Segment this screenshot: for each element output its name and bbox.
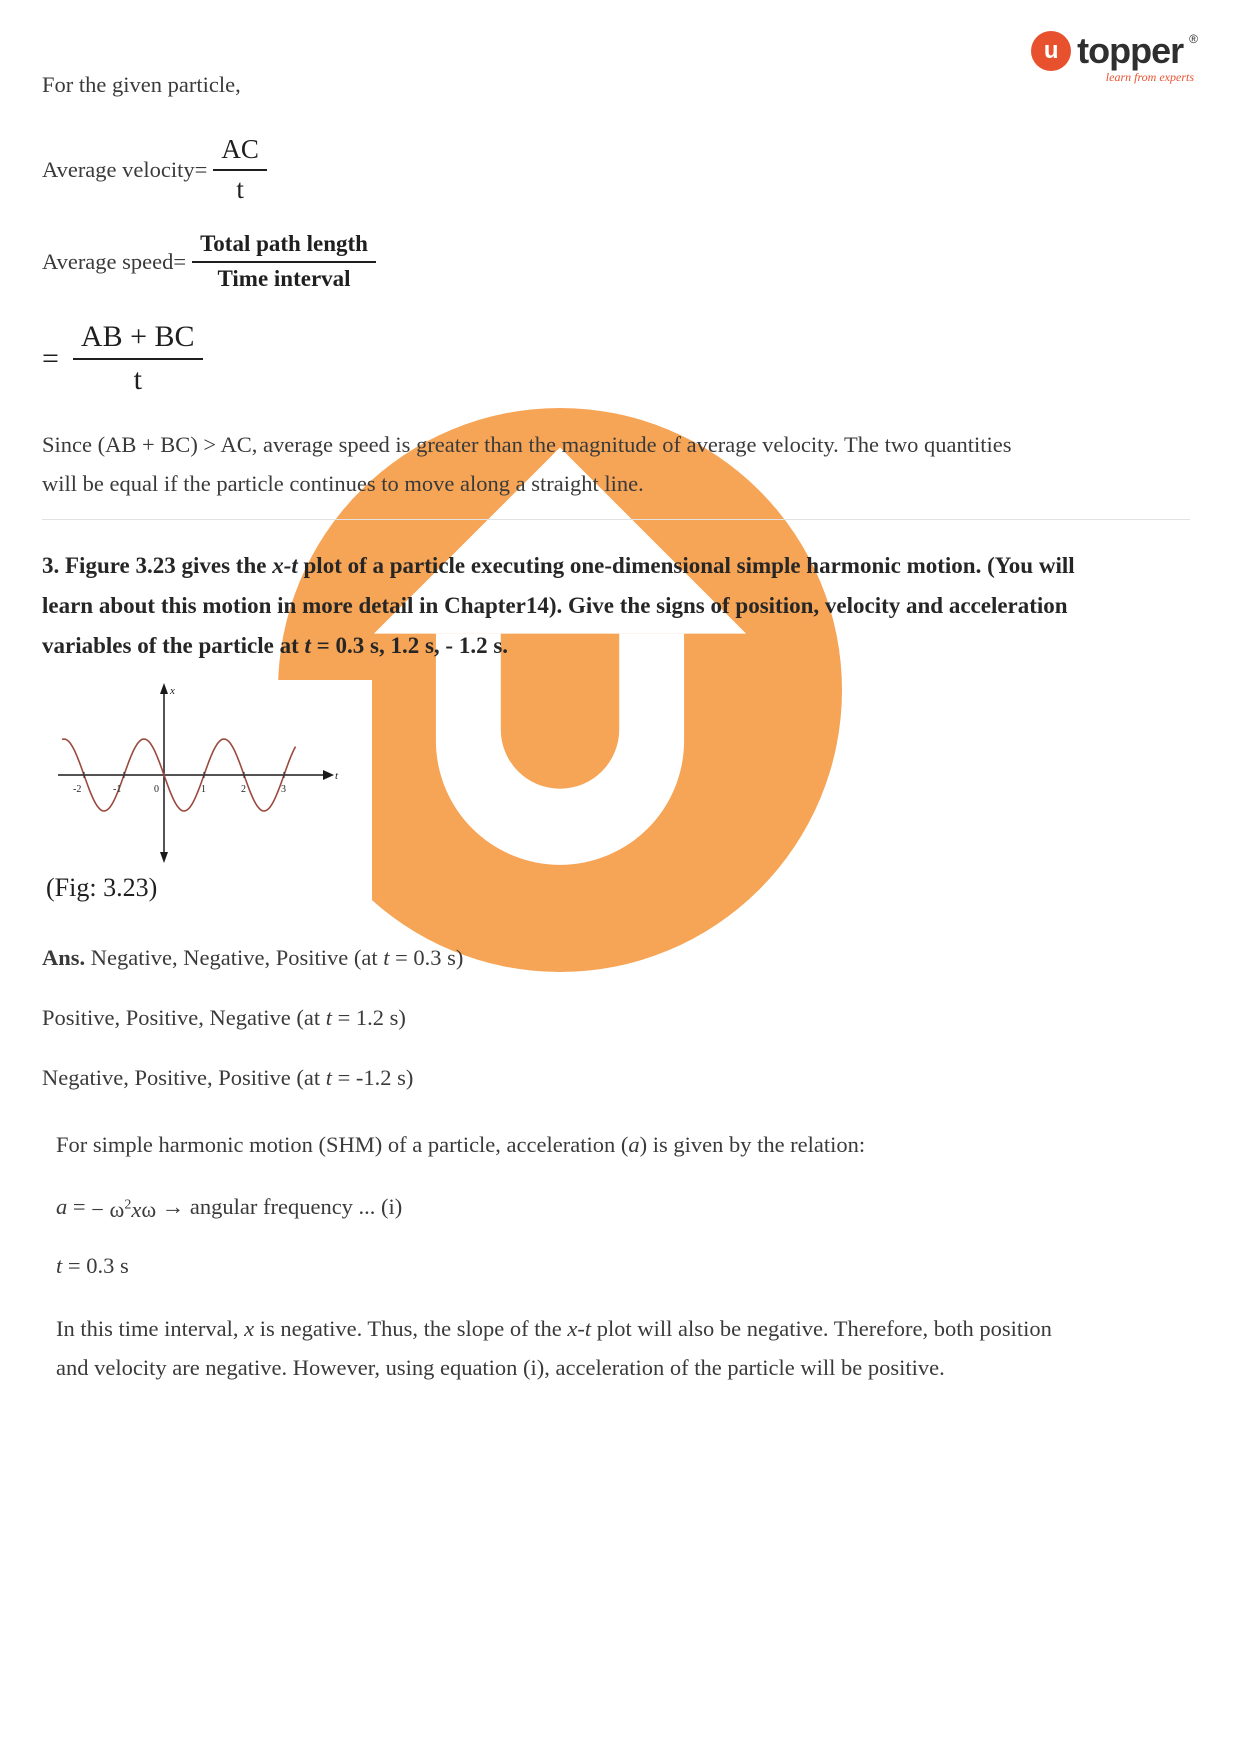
xt-plot-chart <box>42 680 342 865</box>
tick-label: 3 <box>281 784 286 795</box>
topper-logo <box>1031 30 1198 85</box>
x-axis-label: t <box>335 770 339 782</box>
eq-omega: ω <box>141 1197 157 1222</box>
fraction-denominator: Time interval <box>217 266 351 291</box>
average-velocity-label: Average velocity= <box>42 156 208 182</box>
eq-text: = <box>67 1194 92 1219</box>
final-paragraph <box>56 1309 1056 1387</box>
result-fraction <box>73 320 203 397</box>
topper-tagline: learn from experts <box>1105 70 1194 84</box>
fraction-denominator: t <box>236 174 244 204</box>
average-speed-fraction <box>192 231 376 292</box>
eq-variable: x <box>131 1197 142 1222</box>
average-velocity-fraction <box>213 134 267 205</box>
question-text: = 0.3 s, 1.2 s, - 1.2 s. <box>310 633 509 658</box>
ans-label: Ans. <box>42 945 86 970</box>
question-3 <box>42 546 1082 666</box>
question-text: plot of a particle executing one-dimensional simple harmonic motion. (You will learn about this motion in more detail in Chapter14). Give the signs of position, velocity and acceleration variables of the particle at <box>42 553 1075 658</box>
explanation-block <box>56 1125 1184 1387</box>
average-speed-label: Average speed= <box>42 248 187 274</box>
eq-variable: a <box>56 1194 68 1219</box>
eq-text: − ω <box>91 1197 125 1222</box>
tick-label: -2 <box>73 784 82 795</box>
answer-line-1 <box>42 938 1047 977</box>
shm-italic: a <box>628 1132 640 1157</box>
topper-logo-text: topper <box>1077 30 1184 71</box>
fraction-denominator: t <box>133 363 142 396</box>
question-text: 3. Figure 3.23 gives the <box>42 553 273 578</box>
equals-sign: = <box>42 341 59 375</box>
answer-text: = 1.2 s) <box>331 1005 406 1030</box>
fraction-numerator: AC <box>213 134 267 171</box>
answer-line-2 <box>42 998 1047 1037</box>
result-equation <box>42 320 1184 397</box>
answer-text: Positive, Positive, Negative (at <box>42 1005 326 1030</box>
figure-caption: (Fig: 3.23) <box>46 873 158 902</box>
answer-line-3 <box>42 1058 1047 1097</box>
tick-label: 0 <box>154 784 159 795</box>
section-divider <box>42 519 1190 520</box>
tick-label: 1 <box>201 784 206 795</box>
figure-3-23 <box>42 680 372 904</box>
average-speed-equation <box>42 231 1184 292</box>
question-italic: x-t <box>272 553 298 578</box>
t-text: = 0.3 s <box>62 1253 129 1278</box>
t-italic: t <box>56 1253 63 1278</box>
average-velocity-equation <box>42 134 1184 205</box>
answer-italic: t <box>383 945 390 970</box>
topper-logo-icon: u <box>1031 31 1071 71</box>
x-axis-arrow-icon <box>323 770 334 780</box>
tick-label: 2 <box>241 784 246 795</box>
answer-italic: t <box>325 1005 332 1030</box>
eq-superscript: 2 <box>124 1197 132 1213</box>
acceleration-equation <box>56 1194 1184 1220</box>
shm-text: For simple harmonic motion (SHM) of a particle, acceleration ( <box>56 1132 629 1157</box>
y-axis-arrow-down-icon <box>160 852 168 863</box>
since-paragraph: Since (AB + BC) > AC, average speed is greater than the magnitude of average velocity. The two quantities will be equal if the particle continues to move along a straight line. <box>42 432 1012 496</box>
question-italic: t <box>304 633 311 658</box>
eq-omega-term <box>91 1197 156 1222</box>
answer-text: Negative, Negative, Positive (at <box>85 945 384 970</box>
answer-italic: t <box>325 1065 332 1090</box>
final-text: In this time interval, <box>56 1316 245 1341</box>
eq-text: angular frequency ... (i) <box>189 1194 403 1219</box>
final-text: plot will also be negative. Therefore, both position and velocity are negative. However, using equation (i), acceleration of the particle will be positive. <box>56 1316 1052 1380</box>
t-value-line <box>56 1246 1184 1285</box>
answer-text: = 0.3 s) <box>389 945 464 970</box>
arrow-icon: → <box>156 1194 190 1219</box>
final-italic: x <box>244 1316 255 1341</box>
fraction-numerator: Total path length <box>192 231 376 263</box>
shm-text: ) is given by the relation: <box>639 1132 866 1157</box>
final-text: is negative. Thus, the slope of the <box>254 1316 568 1341</box>
fraction-numerator: AB + BC <box>73 320 203 360</box>
y-axis-arrow-up-icon <box>160 683 168 694</box>
shm-intro <box>56 1125 1056 1164</box>
tick-label: -1 <box>113 784 122 795</box>
registered-trademark: ® <box>1189 32 1198 46</box>
intro-line: For the given particle, <box>42 72 241 97</box>
y-axis-label: x <box>170 685 175 697</box>
answer-text: = -1.2 s) <box>331 1065 414 1090</box>
final-italic: x-t <box>567 1316 592 1341</box>
answer-text: Negative, Positive, Positive (at <box>42 1065 326 1090</box>
